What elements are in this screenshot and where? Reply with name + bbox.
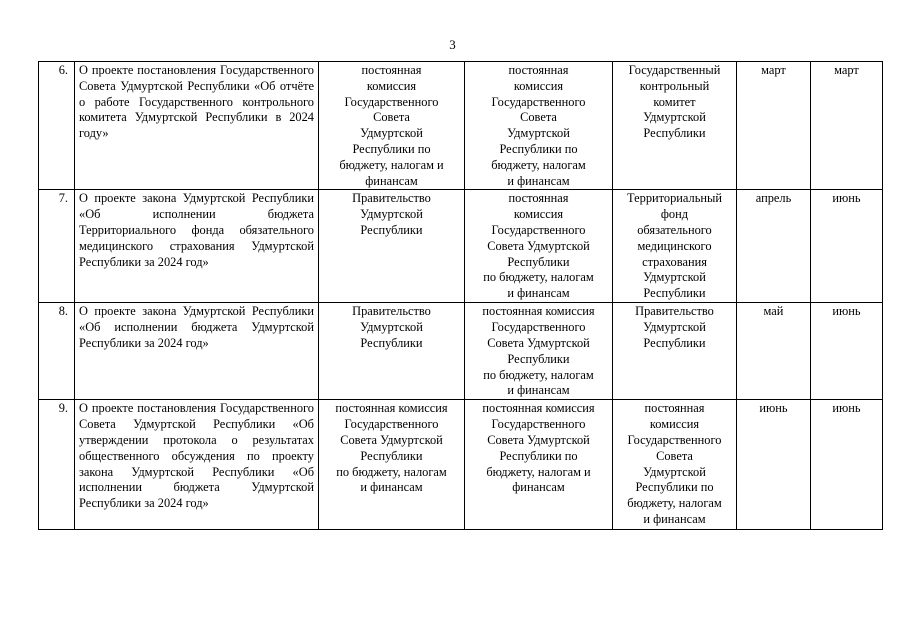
row-initiator: Правительство Удмуртской Республики — [319, 190, 465, 303]
row-consideration-term: март — [811, 62, 883, 190]
table-row — [39, 62, 883, 190]
page-number: 3 — [449, 37, 456, 52]
row-initiator: Правительство Удмуртской Республики — [319, 303, 465, 400]
row-consideration-term: июнь — [811, 400, 883, 530]
row-responsible: постоянная комиссия Государственного Совета Удмуртской Республики по бюджету, налогам и финансам — [465, 303, 613, 400]
row-title: О проекте закона Удмуртской Республики «Об исполнении бюджета Территориального фонда обязательного медицинского страхования Удмуртской Республики за 2024 год» — [75, 190, 319, 303]
row-number: 8. — [39, 303, 75, 400]
row-number: 9. — [39, 400, 75, 530]
row-co-executor: Государственный контрольный комитет Удмуртской Республики — [613, 62, 737, 190]
row-responsible: постоянная комиссия Государственного Совета Удмуртской Республики по бюджету, налогам и финансам — [465, 400, 613, 530]
row-responsible: постоянная комиссия Государственного Совета Удмуртской Республики по бюджету, налогам и финансам — [465, 190, 613, 303]
row-number: 7. — [39, 190, 75, 303]
row-title: О проекте постановления Государственного Совета Удмуртской Республики «Об утверждении протокола о результатах общественного обсуждения по проекту закона Удмуртской Республики «Об исполнении бюджета Удмуртской Республики за 2024 год» — [75, 400, 319, 530]
row-title: О проекте постановления Государственного Совета Удмуртской Республики «Об отчёте о работе Государственного контрольного комитета Удмуртской Республики в 2024 году» — [75, 62, 319, 190]
row-submission-term: май — [737, 303, 811, 400]
table-row — [39, 400, 883, 530]
row-co-executor: постоянная комиссия Государственного Совета Удмуртской Республики по бюджету, налогам и финансам — [613, 400, 737, 530]
row-consideration-term: июнь — [811, 303, 883, 400]
row-initiator: постоянная комиссия Государственного Совета Удмуртской Республики по бюджету, налогам и финансам — [319, 62, 465, 190]
row-consideration-term: июнь — [811, 190, 883, 303]
row-submission-term: апрель — [737, 190, 811, 303]
row-submission-term: июнь — [737, 400, 811, 530]
plan-table — [38, 61, 883, 530]
row-co-executor: Правительство Удмуртской Республики — [613, 303, 737, 400]
table-row — [39, 303, 883, 400]
row-responsible: постоянная комиссия Государственного Совета Удмуртской Республики по бюджету, налогам и финансам — [465, 62, 613, 190]
row-initiator: постоянная комиссия Государственного Совета Удмуртской Республики по бюджету, налогам и финансам — [319, 400, 465, 530]
row-co-executor: Территориальный фонд обязательного медицинского страхования Удмуртской Республики — [613, 190, 737, 303]
row-submission-term: март — [737, 62, 811, 190]
table-row — [39, 190, 883, 303]
row-number: 6. — [39, 62, 75, 190]
row-title: О проекте закона Удмуртской Республики «Об исполнении бюджета Удмуртской Республики за 2024 год» — [75, 303, 319, 400]
